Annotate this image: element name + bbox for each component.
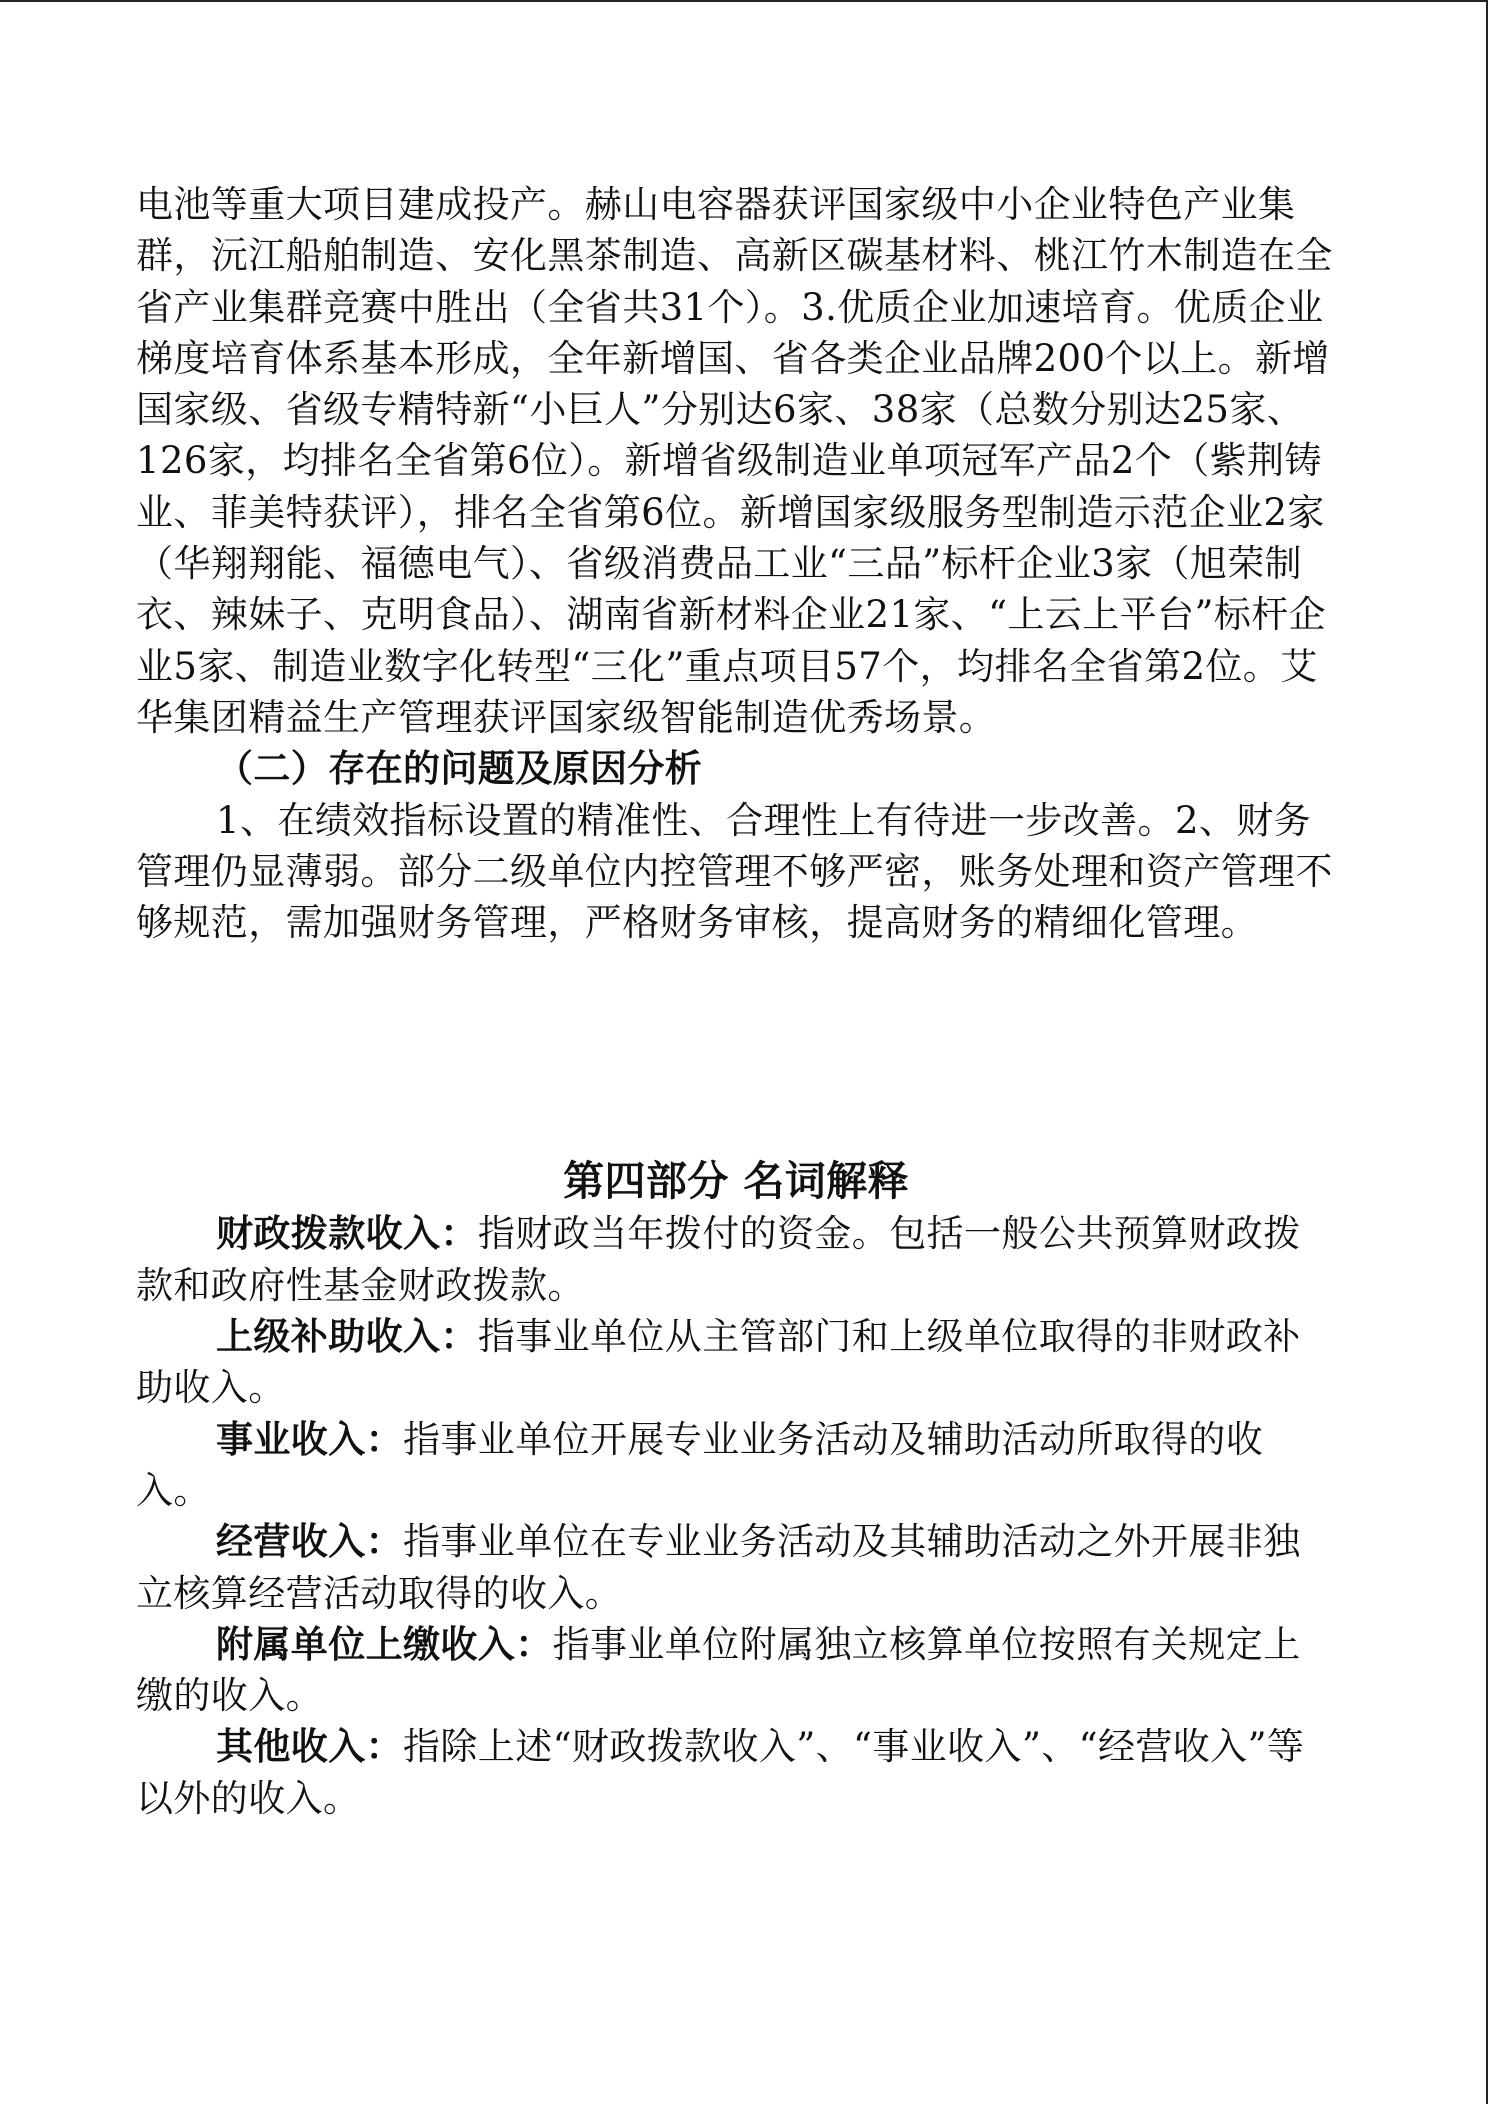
- term-text: 指事业单位从主管部门和上级单位取得的非财政补助收入。: [136, 1315, 1301, 1410]
- body-paragraph-problems: 1、在绩效指标设置的精准性、合理性上有待进一步改善。2、财务管理仍显薄弱。部分二级单位内控管理不够严密，账务处理和资产管理不够规范，需加强财务管理，严格财务审核，提高财务的精细化管理。: [136, 798, 1333, 945]
- term-text: 指事业单位开展专业业务活动及辅助活动所取得的收入。: [136, 1417, 1264, 1512]
- term-definition-superior-subsidy: [136, 1311, 1336, 1414]
- term-label: 其他收入：: [216, 1724, 403, 1769]
- term-text: 指除上述“财政拨款收入”、“事业收入”、“经营收入”等以外的收入。: [136, 1725, 1305, 1820]
- term-definition-other-income: [136, 1721, 1336, 1824]
- term-definition-operating-income: [136, 1516, 1336, 1619]
- term-text: 指财政当年拨付的资金。包括一般公共预算财政拨款和政府性基金财政拨款。: [136, 1212, 1301, 1307]
- document-page: [136, 179, 1336, 1824]
- part-title: 第四部分 名词解释: [563, 1157, 909, 1206]
- section-gap: [136, 948, 1336, 1156]
- page-top-border: [0, 0, 1488, 2]
- term-label: 财政拨款收入：: [216, 1211, 478, 1256]
- term-label: 经营收入：: [216, 1519, 403, 1564]
- term-label: 上级补助收入：: [216, 1314, 478, 1359]
- term-definition-fiscal-appropriation: [136, 1208, 1336, 1311]
- term-label: 事业收入：: [216, 1416, 403, 1461]
- term-text: 指事业单位在专业业务活动及其辅助活动之外开展非独立核算经营活动取得的收入。: [136, 1520, 1301, 1615]
- term-definition-affiliate-remittance: [136, 1619, 1336, 1722]
- section-heading-problems: （二）存在的问题及原因分析: [216, 746, 703, 791]
- term-label: 附属单位上缴收入：: [216, 1621, 553, 1666]
- term-text: 指事业单位附属独立核算单位按照有关规定上缴的收入。: [136, 1622, 1301, 1718]
- body-paragraph-industry: 电池等重大项目建成投产。赫山电容器获评国家级中小企业特色产业集群，沅江船舶制造、安化黑茶制造、高新区碳基材料、桃江竹木制造在全省产业集群竞赛中胜出（全省共31个）。3.优质企业加速培育。优质企业梯度培育体系基本形成，全年新增国、省各类企业品牌200个以上。新增国家级、省级专精特新“小巨人”分别达6家、38家（总数分别达25家、126家，均排名全省第6位）。新增省级制造业单项冠军产品2个（紫荆铸业、菲美特获评），排名全省第6位。新增国家级服务型制造示范企业2家（华翔翔能、福德电气）、省级消费品工业“三品”标杆企业3家（旭荣制衣、辣妹子、克明食品）、湖南省新材料企业21家、“上云上平台”标杆企业5家、制造业数字化转型“三化”重点项目57个，均排名全省第2位。艾华集团精益生产管理获评国家级智能制造优秀场景。: [136, 183, 1333, 739]
- term-definition-business-income: [136, 1414, 1336, 1517]
